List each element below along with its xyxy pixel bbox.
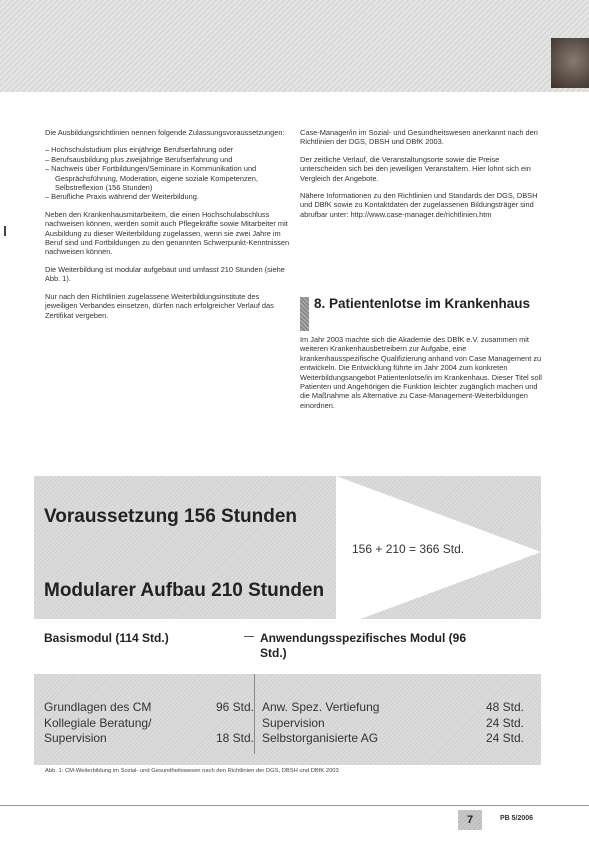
list-item: – Nachweis über Fortbildungen/Seminare in Kommunikation und Gesprächsführung, Moderation, eigene soziale Kompetenzen, Selbstreflexion (156 Stunden) bbox=[45, 164, 258, 193]
paragraph: Im Jahr 2003 machte sich die Akademie des DBfK e.V. zusammen mit weiteren Krankenhausbetreibern zur Aufgabe, eine krankenhausspezifische Qualifizierung anhand von Case Management zu entwickeln. Die Entwicklung führte im Jahr 2004 zum konkreten Weiterbildungsangebot Patientenlotse/in im Krankenhaus. Dieser Titel soll Patienten und Angehörigen die Funktion leichter zugänglich machen und die Maßnahme als Alternative zu Case-Management-Weiterbildungen einordnen. bbox=[300, 335, 542, 410]
margin-mark bbox=[4, 226, 6, 236]
paragraph: Nähere Informationen zu den Richtlinien und Standards der DGS, DBSH und DBfK sowie zu Kontaktdaten der zugelassenen Bildungsträger sind abrufbar unter: http://www.case-manager.de/richtlinien.htm bbox=[300, 191, 538, 219]
module-2-rows bbox=[262, 700, 524, 747]
figure-title-prerequisite: Voraussetzung 156 Stunden bbox=[44, 506, 298, 527]
row-hours: 48 Std. bbox=[485, 700, 524, 714]
row-label: Selbstorganisierte AG bbox=[262, 731, 379, 745]
section-title: 8. Patientenlotse im Krankenhaus bbox=[314, 296, 531, 311]
figure-title-modular: Modularer Aufbau 210 Stunden bbox=[44, 580, 325, 601]
left-column bbox=[45, 128, 292, 328]
paragraph: Case-Manager/in im Sozial- und Gesundheitswesen anerkannt nach den Richtlinien der DGS, DBSH und DBfK 2003. bbox=[300, 128, 538, 147]
module-1-rows bbox=[44, 700, 254, 747]
divider bbox=[244, 636, 254, 637]
list-item: – Berufsausbildung plus zweijährige Berufserfahrung und bbox=[45, 154, 233, 164]
row-label: Supervision bbox=[262, 715, 325, 730]
paragraph: Neben den Krankenhausmitarbeitern, die einen Hochschulabschluss nachweisen können, werden somit auch Pflegekräfte sowie Mitarbeiter mit Ausbildung zu dieser Weiterbildung zugelassen, wenn sie zwei Jahre im Beruf sind und Fortbildungen zu den genannten Schwerpunkt-Kenntnissen nachweisen können. bbox=[45, 209, 290, 257]
divider bbox=[254, 674, 255, 754]
row-hours: 24 Std. bbox=[485, 731, 524, 745]
table-row bbox=[44, 731, 254, 747]
module-2-title: Anwendungsspezifisches Modul (96 Std.) bbox=[260, 631, 467, 660]
row-hours: 24 Std. bbox=[485, 715, 524, 730]
list-item: – Berufliche Praxis während der Weiterbildung. bbox=[45, 192, 199, 202]
row-hours: 96 Std. bbox=[215, 700, 254, 714]
intro-paragraph: Die Ausbildungsrichtlinien nennen folgende Zulassungsvoraussetzungen: bbox=[45, 128, 285, 137]
table-row bbox=[262, 700, 524, 716]
table-row bbox=[44, 716, 254, 732]
list-item: – Hochschulstudium plus einjährige Berufserfahrung oder bbox=[45, 145, 234, 155]
section-heading bbox=[300, 295, 543, 331]
figure-caption: Abb. 1: CM-Weiterbildung im Sozial- und Gesundheitswesen nach den Richtlinien der DGS, DBSH und DBfK 2003 bbox=[45, 768, 339, 774]
row-label: Grundlagen des CM bbox=[44, 700, 152, 714]
table-row bbox=[262, 716, 524, 732]
right-column-section bbox=[300, 335, 543, 418]
row-label: Supervision bbox=[44, 731, 107, 745]
row-hours: 18 Std. bbox=[215, 731, 254, 745]
figure-training-structure bbox=[34, 476, 541, 765]
footer-divider bbox=[0, 805, 589, 806]
header-band bbox=[0, 0, 589, 92]
requirements-list bbox=[45, 145, 292, 201]
section-marker bbox=[300, 297, 309, 331]
row-label: Anw. Spez. Vertiefung bbox=[262, 700, 380, 714]
page-number: 7 bbox=[458, 810, 482, 830]
table-row bbox=[262, 731, 524, 747]
paragraph: Nur nach den Richtlinien zugelassene Weiterbildungsinstitute des jeweiligen Verbandes einsetzen, dürfen nach erfolgreicher Verlauf das Zertifikat vergeben. bbox=[45, 291, 274, 320]
figure-sum: 156 + 210 = 366 Std. bbox=[352, 542, 465, 556]
module-1-title: Basismodul (114 Std.) bbox=[44, 631, 169, 645]
paragraph: Die Weiterbildung ist modular aufgebaut und umfasst 210 Stunden (siehe Abb. 1). bbox=[45, 264, 285, 284]
right-column bbox=[300, 128, 543, 227]
issue-label: PB 5/2006 bbox=[500, 815, 534, 822]
table-row bbox=[44, 700, 254, 716]
row-label: Kollegiale Beratung/ bbox=[44, 715, 152, 730]
header-photo bbox=[551, 38, 589, 88]
paragraph: Der zeitliche Verlauf, die Veranstaltungsorte sowie die Preise unterscheiden sich bei den jeweiligen Veranstaltern. Hier lohnt sich ein Vergleich der Angebote. bbox=[300, 154, 531, 183]
